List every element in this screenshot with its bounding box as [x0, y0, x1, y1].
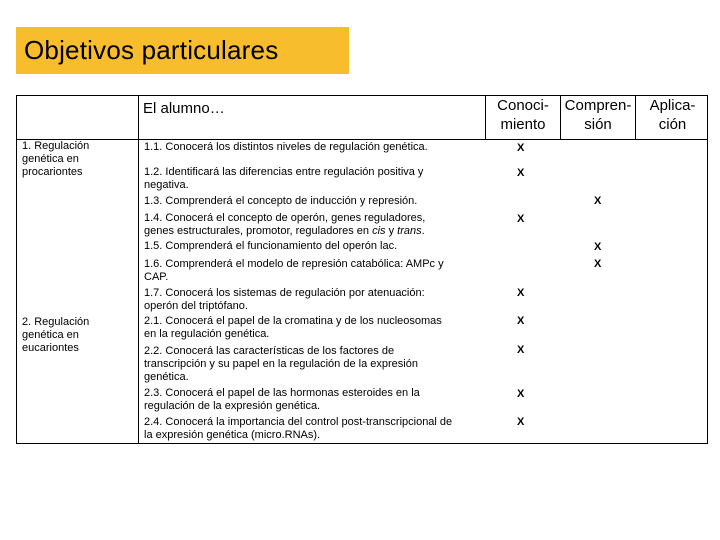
- objective-1-2: 1.2. Identificará las diferencias entre regulación positiva y negativa.: [144, 166, 424, 192]
- header-el-alumno: El alumno…: [143, 100, 225, 117]
- objective-1-7: 1.7. Conocerá los sistemas de regulación por atenuación: operón del triptófano.: [144, 287, 425, 313]
- mark-1-4-conocimiento: X: [517, 213, 525, 225]
- table-divider-left: [138, 95, 139, 444]
- mark-1-7-conocimiento: X: [517, 287, 525, 299]
- header-conocimiento-line2: miento: [500, 116, 546, 133]
- slide-title: Objetivos particulares: [24, 35, 279, 65]
- mark-1-1-conocimiento: X: [517, 142, 525, 154]
- mark-2-3-conocimiento: X: [517, 388, 525, 400]
- section-procariontes: 1. Regulación genética en procariontes: [22, 140, 90, 179]
- header-comprension: [558, 96, 638, 134]
- objective-2-4: 2.4. Conocerá la importancia del control post-transcripcional de la expresión genética (micro.RNAs).: [144, 416, 453, 442]
- slide-title-box: [16, 27, 349, 74]
- mark-2-1-conocimiento: X: [517, 315, 525, 327]
- header-aplicacion: [637, 96, 708, 134]
- objective-2-3: 2.3. Conocerá el papel de las hormonas esteroides en la regulación de la expresión genética.: [144, 387, 420, 413]
- header-conocimiento: [486, 96, 560, 134]
- objective-1-3: 1.3. Comprenderá el concepto de inducción y represión.: [144, 195, 418, 207]
- table-header-line: [16, 139, 708, 140]
- mark-1-2-conocimiento: X: [517, 167, 525, 179]
- objective-2-2: 2.2. Conocerá las características de los factores de transcripción y su papel en la regulación de la expresión genética.: [144, 345, 418, 384]
- header-comprension-line1: Compren-: [564, 97, 632, 114]
- header-aplicacion-line1: Aplica-: [649, 97, 696, 114]
- header-aplicacion-line2: ción: [658, 116, 687, 133]
- mark-1-5-comprension: X: [594, 241, 602, 253]
- mark-1-3-comprension: X: [594, 195, 602, 207]
- objective-1-6: 1.6. Comprenderá el modelo de represión catabólica: AMPc y CAP.: [144, 258, 444, 284]
- header-conocimiento-line1: Conoci-: [497, 97, 549, 114]
- mark-2-2-conocimiento: X: [517, 344, 525, 356]
- objective-2-1: 2.1. Conocerá el papel de la cromatina y de los nucleosomas en la regulación genética.: [144, 315, 442, 341]
- objective-1-4: 1.4. Conocerá el concepto de operón, genes reguladores, genes estructurales, promotor, reguladores en cis y trans.: [144, 212, 426, 238]
- header-comprension-line2: sión: [584, 116, 612, 133]
- objective-1-1: 1.1. Conocerá los distintos niveles de regulación genética.: [144, 141, 428, 153]
- section-eucariontes: 2. Regulación genética en eucariontes: [22, 316, 90, 355]
- objective-1-5: 1.5. Comprenderá el funcionamiento del operón lac.: [144, 240, 398, 252]
- mark-2-4-conocimiento: X: [517, 416, 525, 428]
- mark-1-6-comprension: X: [594, 258, 602, 270]
